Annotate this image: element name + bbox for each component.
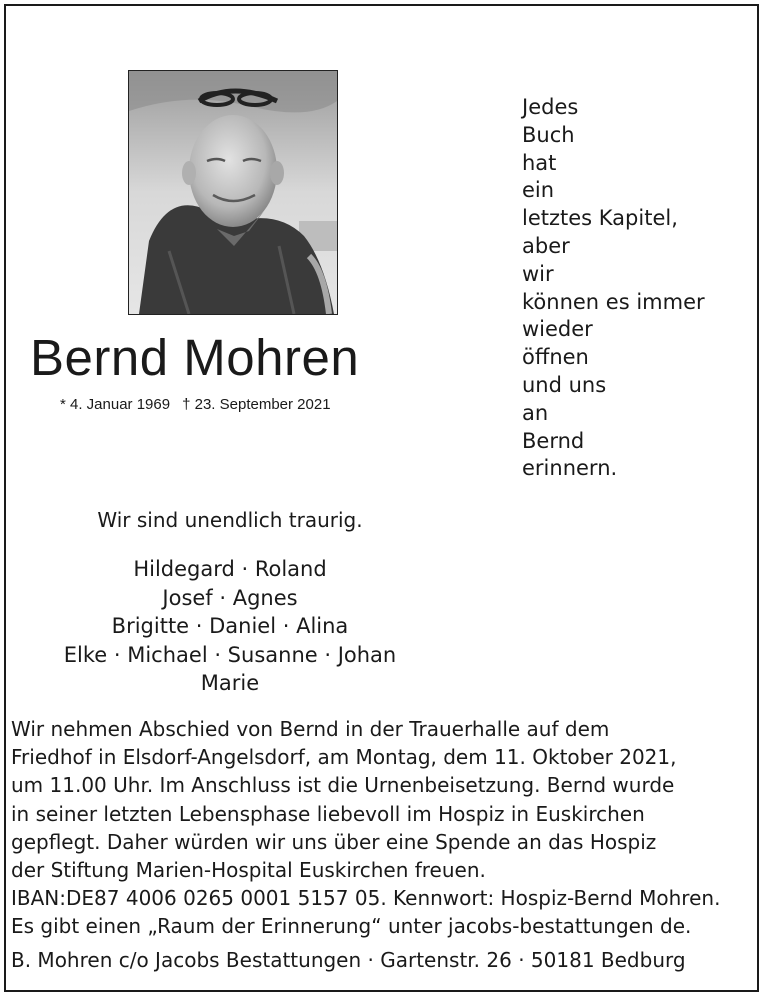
notice-line: der Stiftung Marien-Hospital Euskirchen freuen. xyxy=(11,858,486,883)
poem-line: und uns xyxy=(522,372,607,397)
poem-line: ein xyxy=(522,178,555,203)
deceased-name: Bernd Mohren xyxy=(30,329,360,386)
poem-line: Jedes xyxy=(522,95,579,119)
poem-line: Buch xyxy=(522,122,575,147)
family-line: Hildegard · Roland xyxy=(133,557,327,581)
birth-date: * 4. Januar 1969 xyxy=(60,396,171,413)
footer-address: B. Mohren c/o Jacobs Bestattungen · Gartenstr. 26 · 50181 Bedburg xyxy=(11,948,686,972)
poem-line: öffnen xyxy=(522,345,589,370)
poem-line: letztes Kapitel, xyxy=(522,206,678,231)
family-line: Brigitte · Daniel · Alina xyxy=(111,614,349,638)
notice-line: in seiner letzten Lebensphase liebevoll im Hospiz in Euskirchen xyxy=(11,801,645,826)
poem xyxy=(522,94,705,483)
life-dates xyxy=(60,396,400,413)
death-date: † 23. September 2021 xyxy=(182,396,331,413)
poem-line: hat xyxy=(522,150,557,175)
family-line: Elke · Michael · Susanne · Johan xyxy=(63,642,397,667)
mourning-intro: Wir sind unendlich traurig. xyxy=(97,508,363,532)
poem-line: wir xyxy=(522,261,554,286)
portrait-photo xyxy=(128,70,338,315)
funeral-notice xyxy=(11,715,756,941)
notice-line: Wir nehmen Abschied von Bernd in der Trauerhalle auf dem xyxy=(11,717,610,741)
notice-line: um 11.00 Uhr. Im Anschluss ist die Urnenbeisetzung. Bernd wurde xyxy=(11,773,675,798)
family-line: Josef · Agnes xyxy=(162,585,298,610)
poem-line: können es immer xyxy=(522,289,705,314)
family-names xyxy=(30,555,430,698)
portrait-photo-icon xyxy=(129,71,337,314)
family-line: Marie xyxy=(200,671,260,695)
poem-line: erinnern. xyxy=(522,456,618,481)
notice-line: IBAN:DE87 4006 0265 0001 5157 05. Kennwort: Hospiz-Bernd Mohren. xyxy=(11,886,721,911)
poem-line: aber xyxy=(522,233,570,258)
poem-line: wieder xyxy=(522,317,593,342)
notice-line: Friedhof in Elsdorf-Angelsdorf, am Montag, dem 11. Oktober 2021, xyxy=(11,745,677,770)
notice-line: gepflegt. Daher würden wir uns über eine Spende an das Hospiz xyxy=(11,829,657,854)
poem-line: Bernd xyxy=(522,428,585,453)
notice-line: Es gibt einen „Raum der Erinnerung“ unter jacobs-bestattungen de. xyxy=(11,914,692,939)
poem-line: an xyxy=(522,400,549,425)
